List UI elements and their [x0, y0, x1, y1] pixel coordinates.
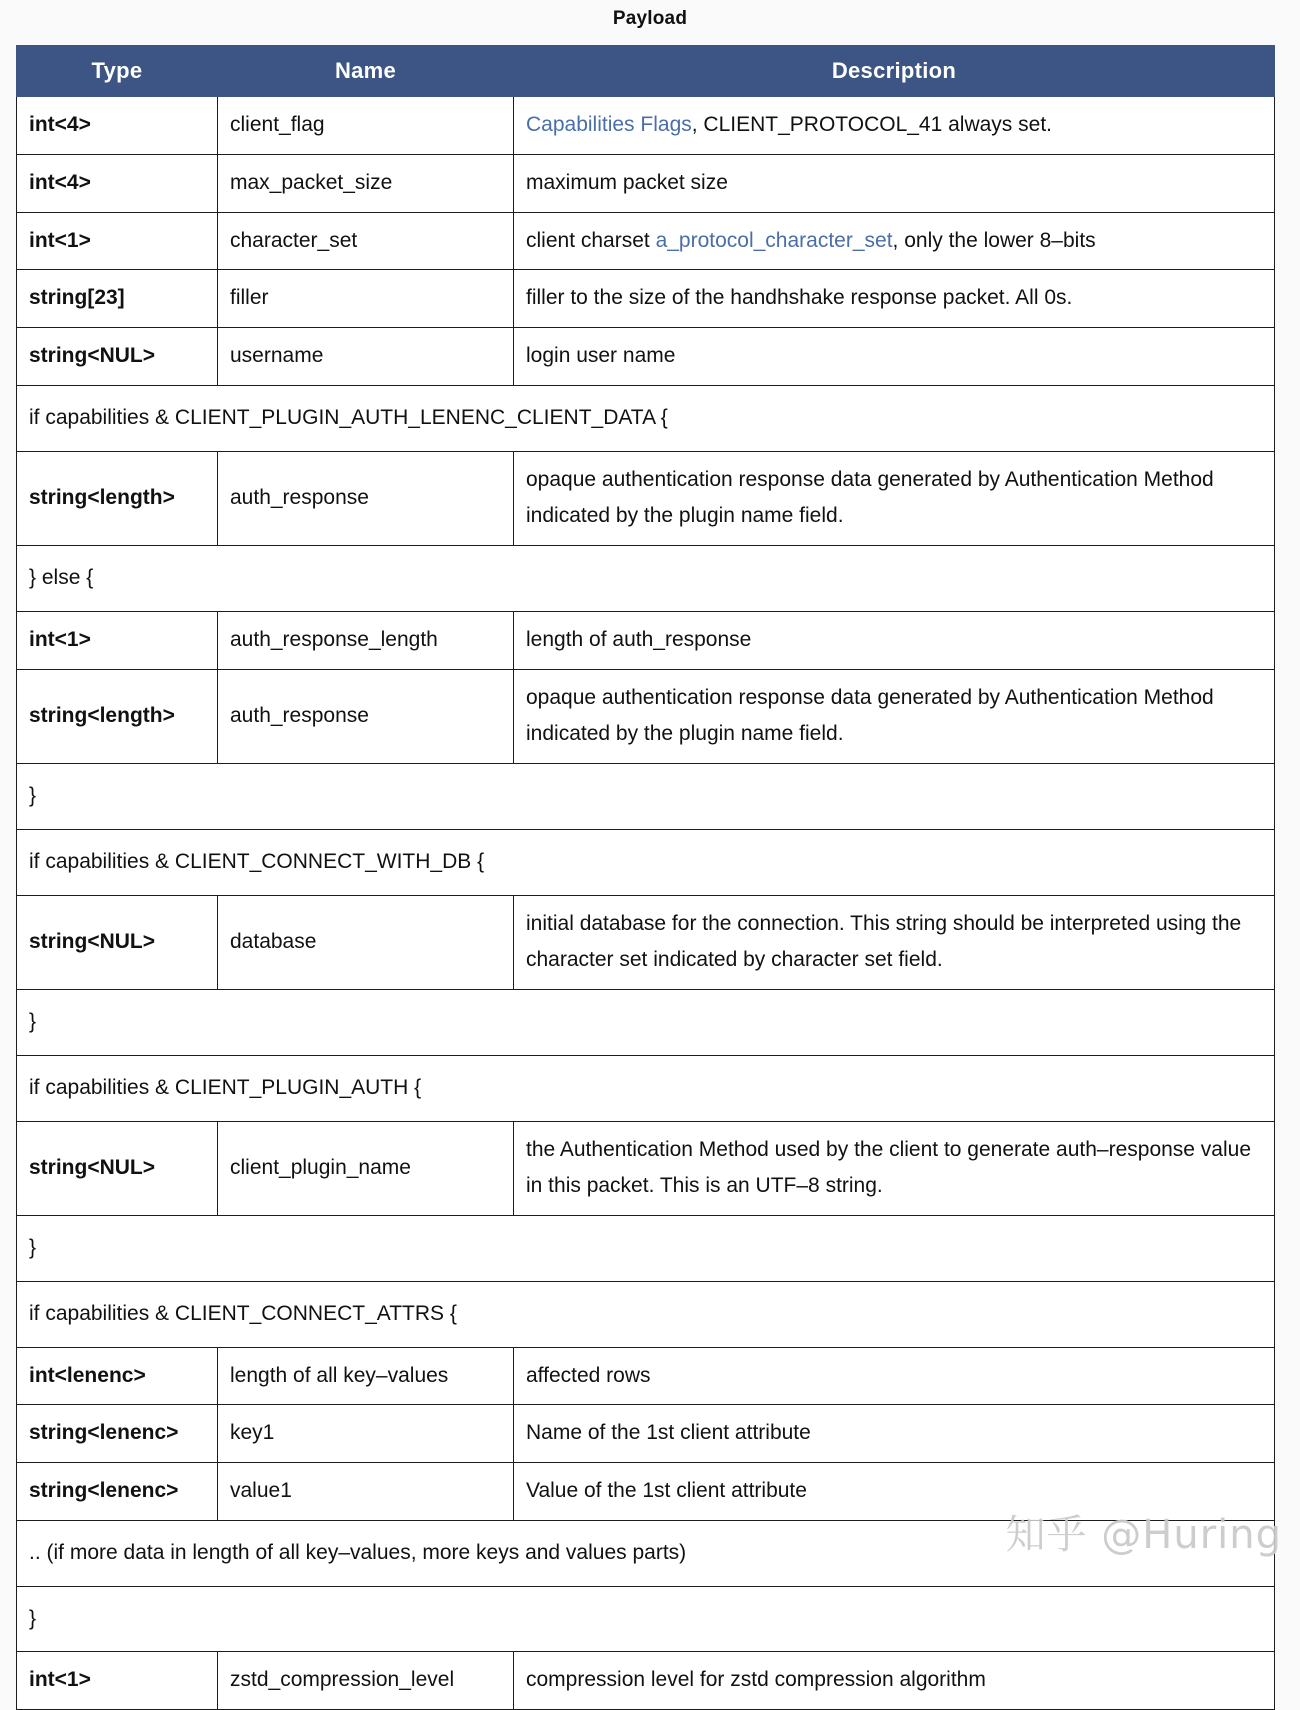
condition-cell: }	[17, 764, 1275, 830]
condition-cell: .. (if more data in length of all key–values, more keys and values parts)	[17, 1520, 1275, 1586]
cell-type: string<length>	[17, 451, 218, 546]
cell-description: opaque authentication response data generated by Authentication Method indicated by the plugin name field.	[514, 669, 1275, 764]
cell-name: zstd_compression_level	[218, 1652, 514, 1710]
condition-cell: if capabilities & CLIENT_CONNECT_ATTRS {	[17, 1281, 1275, 1347]
table-row	[17, 270, 1275, 328]
condition-cell: } else {	[17, 546, 1275, 612]
condition-cell: if capabilities & CLIENT_CONNECT_WITH_DB {	[17, 829, 1275, 895]
table-row	[17, 895, 1275, 990]
table-header-row	[17, 46, 1275, 97]
table-row	[17, 829, 1275, 895]
cell-name: database	[218, 895, 514, 990]
table-row	[17, 990, 1275, 1056]
cell-description: initial database for the connection. This string should be interpreted using the character set indicated by character set field.	[514, 895, 1275, 990]
payload-table-container	[16, 45, 1274, 1710]
cell-type: string<NUL>	[17, 1121, 218, 1216]
table-row	[17, 1652, 1275, 1710]
cell-type: string<lenenc>	[17, 1463, 218, 1521]
payload-table	[16, 45, 1275, 1710]
cell-type: int<lenenc>	[17, 1347, 218, 1405]
cell-name: auth_response	[218, 451, 514, 546]
cell-type: string<lenenc>	[17, 1405, 218, 1463]
table-row	[17, 1121, 1275, 1216]
table-row	[17, 1055, 1275, 1121]
table-row	[17, 328, 1275, 386]
cell-description: client charset a_protocol_character_set, only the lower 8–bits	[514, 212, 1275, 270]
table-row	[17, 1347, 1275, 1405]
cell-type: int<4>	[17, 97, 218, 155]
table-row	[17, 212, 1275, 270]
table-body	[17, 97, 1275, 1710]
description-text: , CLIENT_PROTOCOL_41 always set.	[691, 113, 1052, 136]
table-row	[17, 1586, 1275, 1652]
cell-type: int<1>	[17, 611, 218, 669]
cell-name: auth_response_length	[218, 611, 514, 669]
cell-description: filler to the size of the handhshake response packet. All 0s.	[514, 270, 1275, 328]
cell-description: opaque authentication response data generated by Authentication Method indicated by the plugin name field.	[514, 451, 1275, 546]
cell-name: character_set	[218, 212, 514, 270]
table-row	[17, 669, 1275, 764]
cell-name: filler	[218, 270, 514, 328]
cell-type: int<1>	[17, 212, 218, 270]
table-row	[17, 1405, 1275, 1463]
description-link[interactable]: a_protocol_character_set	[655, 228, 893, 252]
condition-cell: }	[17, 990, 1275, 1056]
condition-cell: if capabilities & CLIENT_PLUGIN_AUTH {	[17, 1055, 1275, 1121]
cell-name: max_packet_size	[218, 154, 514, 212]
cell-type: int<1>	[17, 1652, 218, 1710]
cell-description: Value of the 1st client attribute	[514, 1463, 1275, 1521]
condition-cell: if capabilities & CLIENT_PLUGIN_AUTH_LENENC_CLIENT_DATA {	[17, 385, 1275, 451]
table-row	[17, 154, 1275, 212]
cell-name: client_flag	[218, 97, 514, 155]
description-link[interactable]: Capabilities Flags	[526, 113, 692, 136]
column-header-name: Name	[218, 46, 514, 97]
table-row	[17, 1216, 1275, 1282]
cell-description: length of auth_response	[514, 611, 1275, 669]
cell-name: auth_response	[218, 669, 514, 764]
table-row	[17, 611, 1275, 669]
condition-cell: }	[17, 1586, 1275, 1652]
cell-type: string<NUL>	[17, 895, 218, 990]
table-row	[17, 1281, 1275, 1347]
table-row	[17, 1520, 1275, 1586]
watermark: 知乎 @Huring	[1005, 1512, 1282, 1558]
table-header	[17, 46, 1275, 97]
table-row	[17, 1463, 1275, 1521]
cell-description: Name of the 1st client attribute	[514, 1405, 1275, 1463]
cell-type: string[23]	[17, 270, 218, 328]
cell-description: affected rows	[514, 1347, 1275, 1405]
description-text: , only the lower 8–bits	[892, 228, 1096, 252]
condition-cell: }	[17, 1216, 1275, 1282]
cell-description: the Authentication Method used by the client to generate auth–response value in this packet. This is an UTF–8 string.	[514, 1121, 1275, 1216]
cell-description: login user name	[514, 328, 1275, 386]
table-row	[17, 764, 1275, 830]
cell-type: string<length>	[17, 669, 218, 764]
table-row	[17, 451, 1275, 546]
column-header-description: Description	[514, 46, 1275, 97]
cell-name: client_plugin_name	[218, 1121, 514, 1216]
table-row	[17, 385, 1275, 451]
page-title: Payload	[612, 8, 688, 29]
table-row	[17, 97, 1275, 155]
column-header-type: Type	[17, 46, 218, 97]
cell-type: int<4>	[17, 154, 218, 212]
cell-description: maximum packet size	[514, 154, 1275, 212]
cell-name: value1	[218, 1463, 514, 1521]
cell-name: username	[218, 328, 514, 386]
table-row	[17, 546, 1275, 612]
cell-name: length of all key–values	[218, 1347, 514, 1405]
cell-description	[514, 97, 1275, 155]
cell-name: key1	[218, 1405, 514, 1463]
cell-type: string<NUL>	[17, 328, 218, 386]
cell-description: compression level for zstd compression algorithm	[514, 1652, 1275, 1710]
